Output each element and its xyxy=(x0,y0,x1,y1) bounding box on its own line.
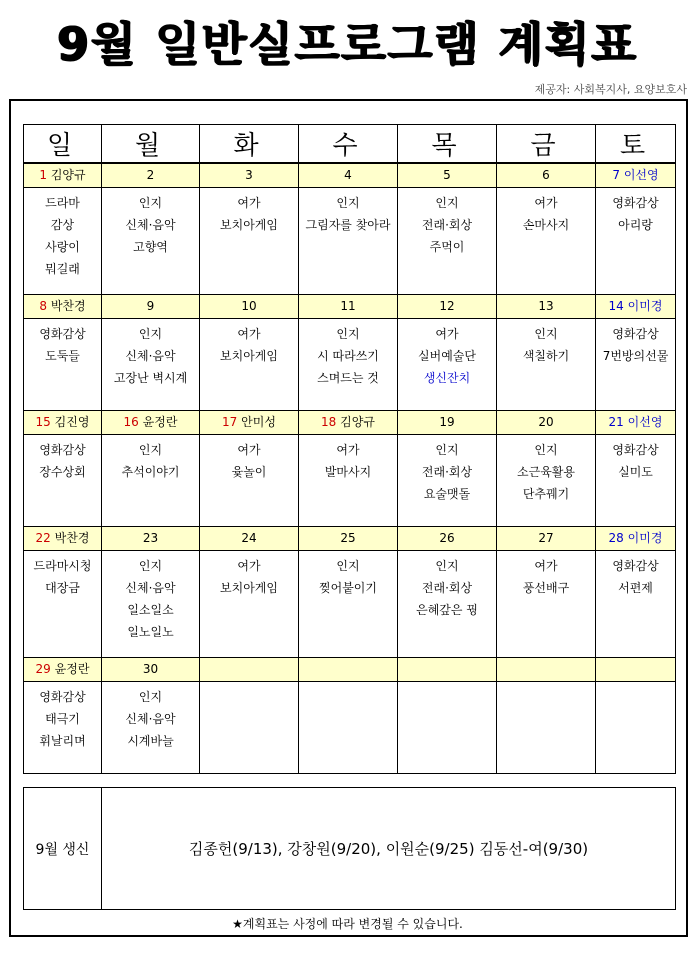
program-line: 추석이야기 xyxy=(121,464,180,479)
day-number: 23 xyxy=(142,530,159,545)
calendar-table xyxy=(23,124,676,774)
program-line: 주먹이 xyxy=(429,239,465,254)
program-line: 전래·회상 xyxy=(421,580,473,595)
program-cell xyxy=(299,550,398,657)
birthday-name: 박찬경 xyxy=(54,530,90,545)
program-line: 뭐길래 xyxy=(45,261,80,276)
date-cell xyxy=(200,526,299,550)
program-line: 스며드는 것 xyxy=(317,370,379,385)
program-line: 영화감상 xyxy=(39,326,86,341)
provider-note: 제공자: 사회복지사, 요양보호사 xyxy=(534,83,687,96)
date-cell xyxy=(497,526,596,550)
program-line: 인지 xyxy=(138,195,163,210)
date-cell xyxy=(200,163,299,187)
program-cell xyxy=(497,434,596,526)
program-line: 여가 xyxy=(237,195,261,210)
date-cell xyxy=(24,294,102,318)
program-line: 그림자를 찾아라 xyxy=(305,217,391,232)
day-number: 15 xyxy=(35,414,51,429)
date-cell xyxy=(398,294,497,318)
day-number: 18 xyxy=(321,414,337,429)
program-line: 인지 xyxy=(336,195,360,210)
program-line: 휘날리며 xyxy=(39,733,86,748)
program-line: 보치아게임 xyxy=(220,348,278,363)
date-cell xyxy=(24,410,102,434)
weekday-tue: 화 xyxy=(200,125,299,164)
program-line: 신체·음악 xyxy=(125,711,176,726)
date-cell xyxy=(102,657,200,681)
weekday-thu: 목 xyxy=(398,125,497,164)
day-number: 30 xyxy=(142,661,159,676)
day-number: 5 xyxy=(443,167,451,182)
program-cell xyxy=(24,187,102,294)
program-line: 소근육활용 xyxy=(517,464,575,479)
date-cell xyxy=(24,163,102,187)
program-line: 인지 xyxy=(138,558,163,573)
day-number: 21 xyxy=(608,414,624,429)
day-number: 20 xyxy=(538,414,554,429)
birthday-name: 안미성 xyxy=(241,414,276,429)
day-number: 12 xyxy=(439,298,455,313)
program-row xyxy=(24,318,676,410)
day-number: 10 xyxy=(241,298,257,313)
date-cell xyxy=(24,657,102,681)
program-line: 찢어붙이기 xyxy=(319,580,377,595)
program-line: 시 따라쓰기 xyxy=(317,348,379,363)
program-line: 실버예술단 xyxy=(418,348,476,363)
program-line: 드라마시청 xyxy=(33,558,92,573)
birthday-name: 김진영 xyxy=(54,414,90,429)
program-line: 인지 xyxy=(435,195,459,210)
program-line: 인지 xyxy=(336,326,360,341)
program-cell xyxy=(398,434,497,526)
program-line: 여가 xyxy=(435,326,459,341)
day-number: 13 xyxy=(538,298,554,313)
program-line: 고장난 벽시계 xyxy=(113,370,188,385)
program-line: 영화감상 xyxy=(612,326,659,341)
program-cell xyxy=(102,681,200,773)
program-line: 인지 xyxy=(534,442,558,457)
program-cell xyxy=(24,550,102,657)
program-cell xyxy=(102,434,200,526)
day-number: 7 xyxy=(612,167,621,182)
date-cell xyxy=(497,410,596,434)
program-line: 단추꿰기 xyxy=(522,486,570,501)
program-line: 영화감상 xyxy=(39,689,86,704)
program-line: 일소일소 xyxy=(127,602,174,617)
program-line: 서편제 xyxy=(618,580,653,595)
day-number: 6 xyxy=(542,167,550,182)
program-cell xyxy=(398,550,497,657)
program-cell xyxy=(596,681,676,773)
program-line: 여가 xyxy=(336,442,360,457)
program-line: 인지 xyxy=(138,689,163,704)
date-cell xyxy=(596,410,676,434)
footnote: ★계획표는 사정에 따라 변경될 수 있습니다. xyxy=(232,917,463,931)
program-cell xyxy=(497,550,596,657)
program-line: 아리랑 xyxy=(618,217,653,232)
birthday-label: 9월 생신 xyxy=(24,788,102,910)
date-cell xyxy=(398,163,497,187)
day-number: 24 xyxy=(241,530,257,545)
weekday-wed: 수 xyxy=(299,125,398,164)
program-row xyxy=(24,434,676,526)
weekday-sat: 토 xyxy=(596,125,676,164)
day-number: 29 xyxy=(35,661,51,676)
program-line: 생신잔치 xyxy=(423,370,471,385)
program-line: 색칠하기 xyxy=(522,348,570,363)
birthday-name: 이선영 xyxy=(623,167,659,182)
program-line: 여가 xyxy=(534,558,558,573)
day-number: 16 xyxy=(123,414,139,429)
program-line: 영화감상 xyxy=(612,195,659,210)
program-cell xyxy=(200,318,299,410)
program-cell xyxy=(497,318,596,410)
program-cell xyxy=(299,434,398,526)
program-cell xyxy=(596,187,676,294)
program-line: 장수상회 xyxy=(39,464,86,479)
day-number: 28 xyxy=(608,530,624,545)
day-number: 17 xyxy=(222,414,238,429)
program-cell xyxy=(398,681,497,773)
date-cell xyxy=(102,163,200,187)
birthday-table xyxy=(23,787,676,910)
date-cell xyxy=(102,294,200,318)
weekday-header-row xyxy=(24,125,676,164)
program-line: 고향역 xyxy=(133,239,168,254)
date-cell xyxy=(497,294,596,318)
program-line: 신체·음악 xyxy=(125,217,176,232)
page-title: 9월 일반실프로그램 계획표 xyxy=(57,17,638,71)
program-line: 시계바늘 xyxy=(127,733,174,748)
program-line: 손마사지 xyxy=(522,217,570,232)
birthday-name: 윤정란 xyxy=(142,414,178,429)
weekday-fri: 금 xyxy=(497,125,596,164)
program-row xyxy=(24,550,676,657)
program-cell xyxy=(398,187,497,294)
program-cell xyxy=(102,187,200,294)
program-line: 발마사지 xyxy=(324,464,372,479)
program-cell xyxy=(200,187,299,294)
birthday-name: 이미경 xyxy=(627,298,663,313)
program-line: 인지 xyxy=(336,558,360,573)
program-line: 인지 xyxy=(534,326,558,341)
day-number: 14 xyxy=(608,298,624,313)
program-line: 인지 xyxy=(435,442,459,457)
program-cell xyxy=(497,681,596,773)
program-line: 도둑들 xyxy=(45,348,80,363)
program-line: 윷놀이 xyxy=(231,464,267,479)
day-number: 27 xyxy=(538,530,554,545)
program-line: 여가 xyxy=(237,558,261,573)
date-cell xyxy=(596,657,676,681)
date-row xyxy=(24,657,676,681)
birthday-list: 김종헌(9/13), 강창원(9/20), 이원순(9/25) 김동선-여(9/30) xyxy=(102,788,676,910)
day-number: 8 xyxy=(39,298,48,313)
program-line: 신체·음악 xyxy=(125,580,176,595)
date-row xyxy=(24,526,676,550)
date-cell xyxy=(596,526,676,550)
program-line: 은혜갚은 꿩 xyxy=(416,602,478,617)
date-cell xyxy=(398,657,497,681)
day-number: 9 xyxy=(146,298,155,313)
program-cell xyxy=(24,681,102,773)
day-number: 11 xyxy=(340,298,356,313)
program-cell xyxy=(398,318,497,410)
birthday-name: 김양규 xyxy=(340,414,375,429)
day-number: 25 xyxy=(340,530,356,545)
date-cell xyxy=(24,526,102,550)
program-line: 요술맷돌 xyxy=(423,486,471,501)
program-cell xyxy=(497,187,596,294)
program-cell xyxy=(596,434,676,526)
date-cell xyxy=(497,163,596,187)
date-cell xyxy=(200,410,299,434)
date-row xyxy=(24,294,676,318)
date-cell xyxy=(299,526,398,550)
birthday-name: 이선영 xyxy=(627,414,663,429)
program-line: 일노일노 xyxy=(127,624,174,639)
program-line: 보치아게임 xyxy=(220,217,278,232)
date-cell xyxy=(596,294,676,318)
date-cell xyxy=(596,163,676,187)
program-cell xyxy=(299,187,398,294)
date-row xyxy=(24,410,676,434)
program-cell xyxy=(102,550,200,657)
program-line: 보치아게임 xyxy=(220,580,278,595)
program-line: 풍선배구 xyxy=(522,580,570,595)
program-cell xyxy=(299,318,398,410)
program-cell xyxy=(200,550,299,657)
date-cell xyxy=(398,410,497,434)
program-line: 영화감상 xyxy=(612,442,659,457)
date-cell xyxy=(200,657,299,681)
program-line: 대장금 xyxy=(45,580,80,595)
program-line: 드라마 xyxy=(45,195,80,210)
program-line: 7번방의선물 xyxy=(602,348,669,363)
weekday-mon: 월 xyxy=(102,125,200,164)
day-number: 19 xyxy=(439,414,455,429)
birthday-name: 윤정란 xyxy=(54,661,90,676)
day-number: 1 xyxy=(39,167,48,182)
date-cell xyxy=(102,410,200,434)
program-row xyxy=(24,681,676,773)
date-cell xyxy=(102,526,200,550)
program-line: 태극기 xyxy=(45,711,80,726)
program-line: 전래·회상 xyxy=(421,464,473,479)
day-number: 3 xyxy=(245,167,253,182)
date-cell xyxy=(497,657,596,681)
date-cell xyxy=(398,526,497,550)
program-line: 실미도 xyxy=(618,464,653,479)
program-line: 여가 xyxy=(237,442,261,457)
program-line: 사랑이 xyxy=(45,239,80,254)
program-cell xyxy=(596,550,676,657)
program-cell xyxy=(24,318,102,410)
program-line: 여가 xyxy=(534,195,558,210)
program-cell xyxy=(200,434,299,526)
program-row xyxy=(24,187,676,294)
program-line: 영화감상 xyxy=(39,442,86,457)
date-row xyxy=(24,163,676,187)
program-cell xyxy=(299,681,398,773)
program-line: 인지 xyxy=(138,326,163,341)
birthday-name: 이미경 xyxy=(627,530,663,545)
program-cell xyxy=(596,318,676,410)
day-number: 26 xyxy=(439,530,455,545)
program-line: 신체·음악 xyxy=(125,348,176,363)
program-cell xyxy=(24,434,102,526)
program-cell xyxy=(102,318,200,410)
date-cell xyxy=(299,163,398,187)
day-number: 4 xyxy=(344,167,352,182)
program-cell xyxy=(200,681,299,773)
date-cell xyxy=(200,294,299,318)
program-line: 감상 xyxy=(50,217,75,232)
birthday-name: 김양규 xyxy=(50,167,86,182)
date-cell xyxy=(299,410,398,434)
program-line: 전래·회상 xyxy=(421,217,473,232)
program-line: 여가 xyxy=(237,326,261,341)
program-line: 영화감상 xyxy=(612,558,659,573)
date-cell xyxy=(299,657,398,681)
program-line: 인지 xyxy=(435,558,459,573)
birthday-name: 박찬경 xyxy=(50,298,86,313)
weekday-sun: 일 xyxy=(24,125,102,164)
day-number: 22 xyxy=(35,530,51,545)
day-number: 2 xyxy=(146,167,155,182)
program-line: 인지 xyxy=(138,442,163,457)
date-cell xyxy=(299,294,398,318)
